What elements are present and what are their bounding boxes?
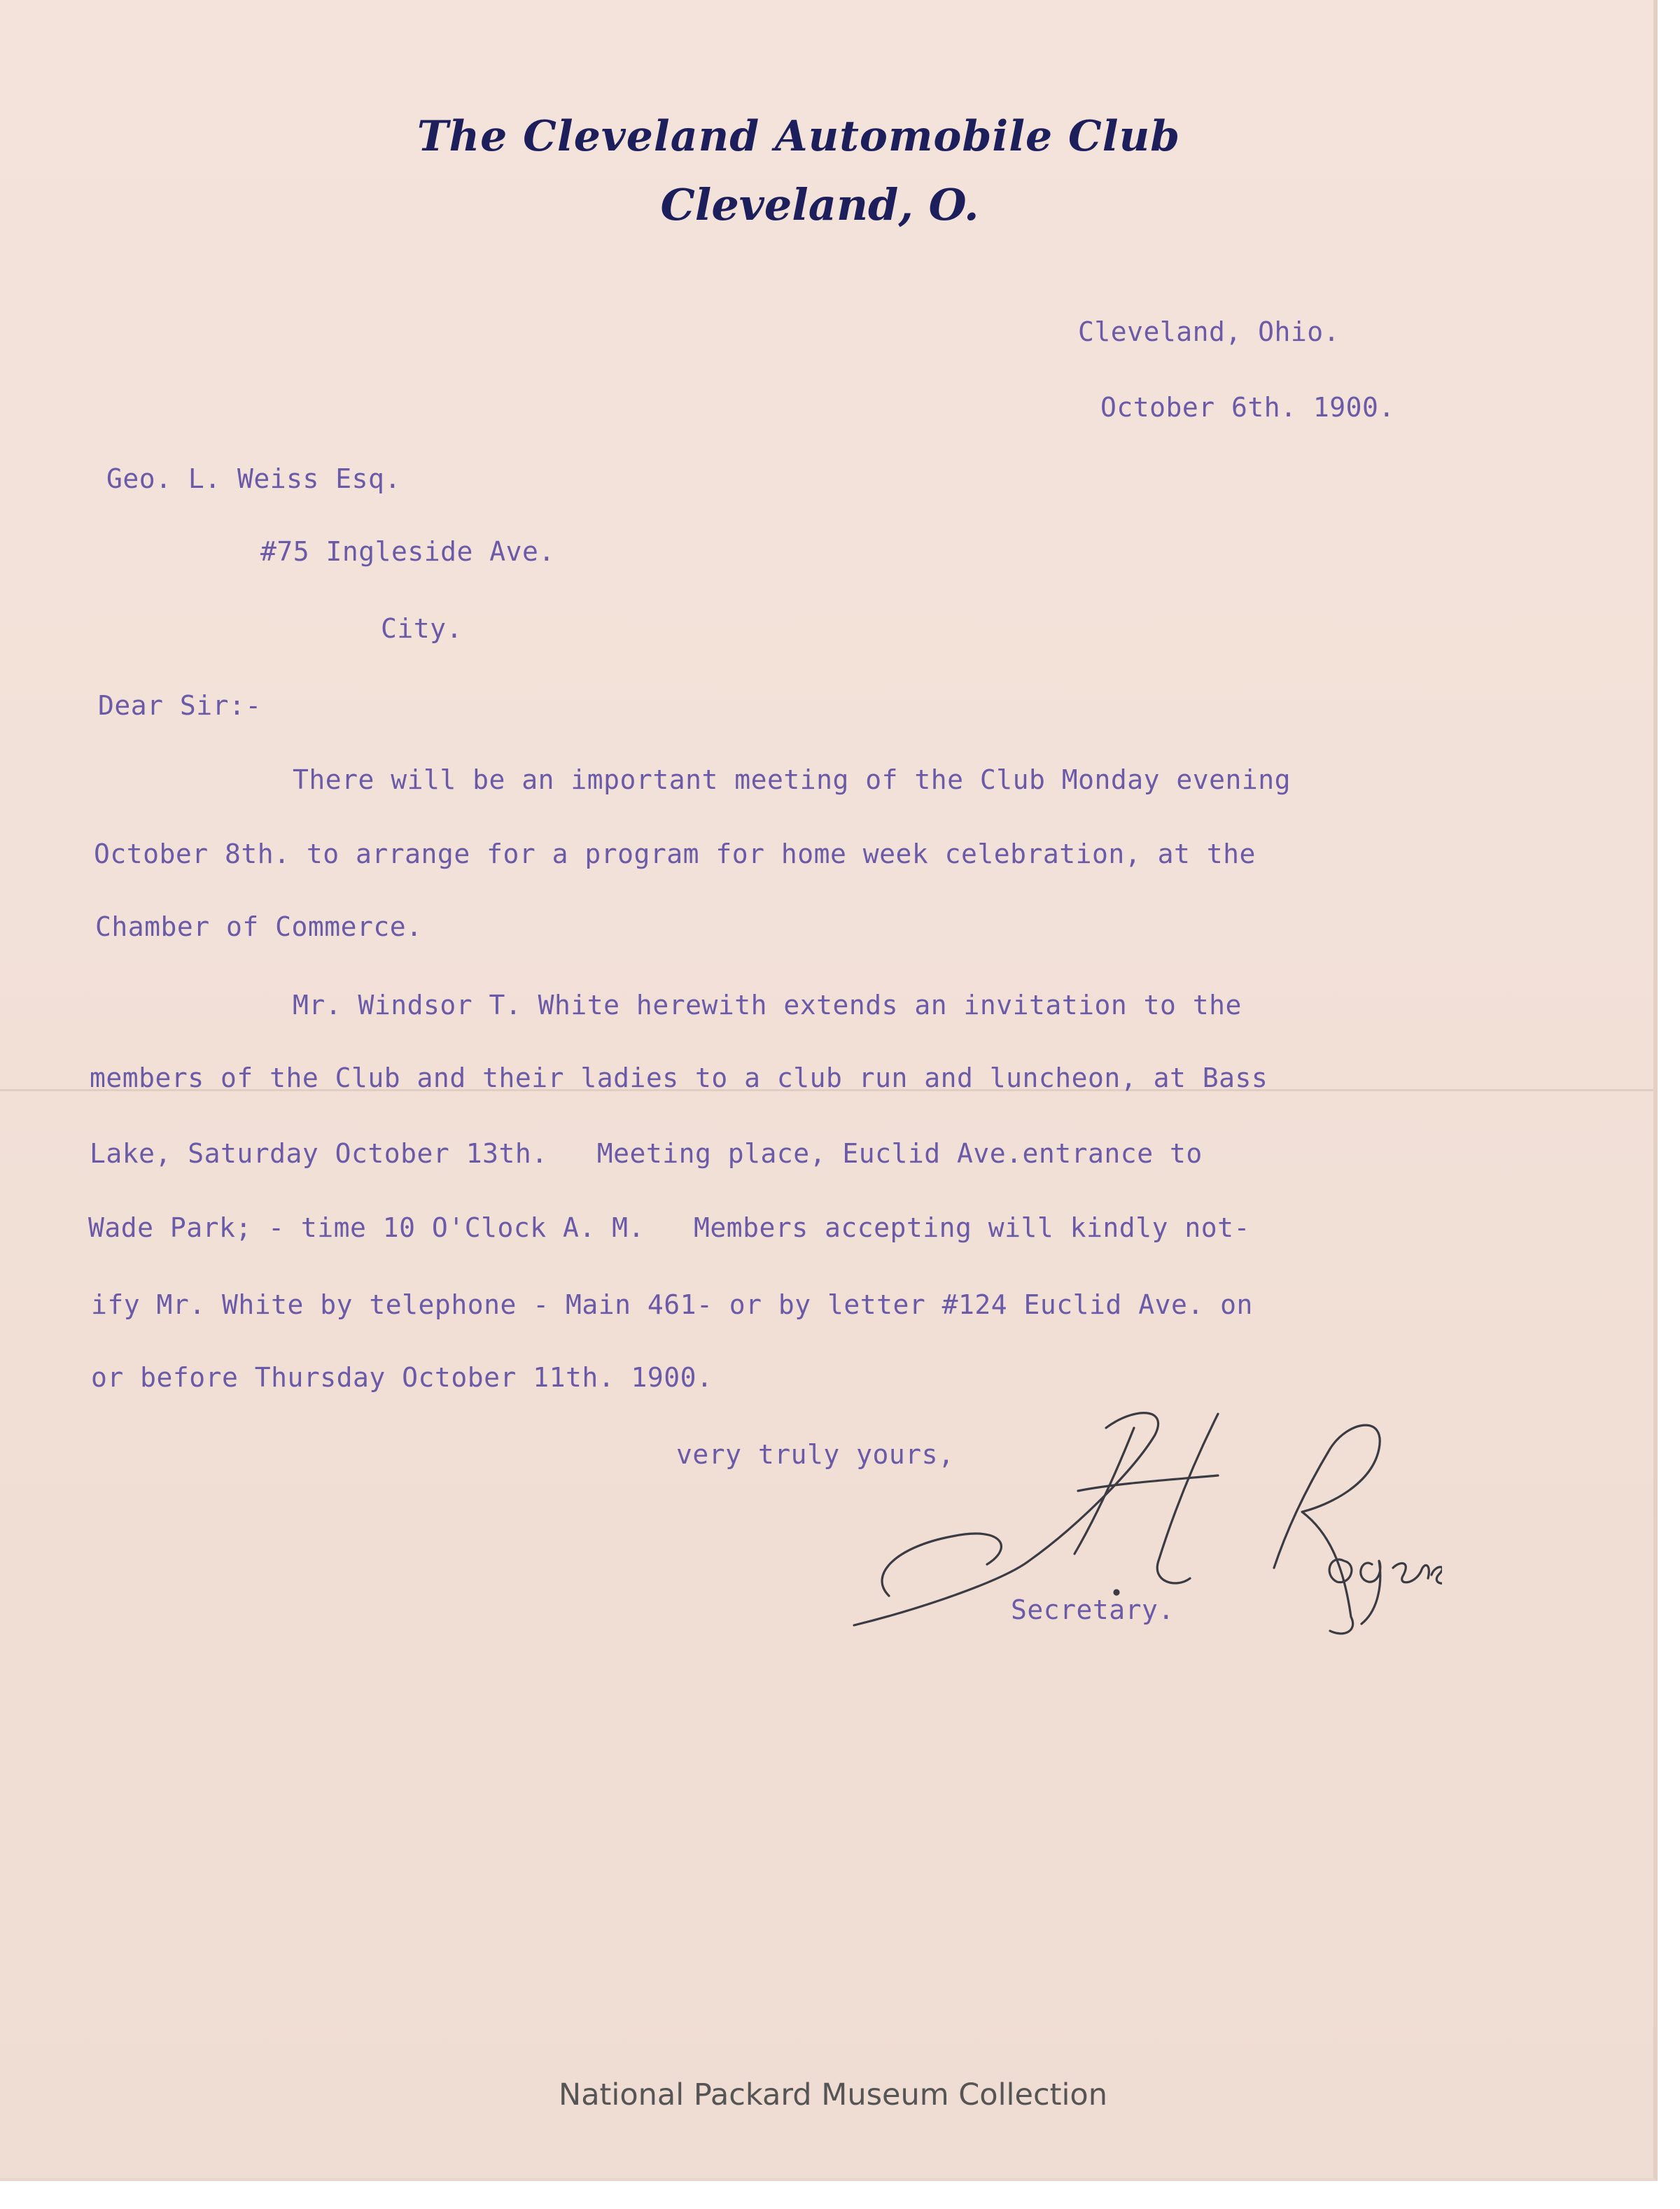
dateline-date: October 6th. 1900. xyxy=(1100,392,1395,423)
signature-title: Secretary. xyxy=(1011,1594,1175,1625)
body-line: ify Mr. White by telephone - Main 461- or by letter #124 Euclid Ave. on xyxy=(91,1289,1253,1320)
body-line: Mr. Windsor T. White herewith extends an invitation to the xyxy=(293,990,1242,1021)
recipient-name: Geo. L. Weiss Esq. xyxy=(106,463,401,494)
dateline-place: Cleveland, Ohio. xyxy=(1078,316,1340,347)
recipient-city: City. xyxy=(381,613,463,644)
body-line: There will be an important meeting of the Club Monday evening xyxy=(293,764,1292,795)
salutation: Dear Sir:- xyxy=(98,690,262,721)
recipient-street: #75 Ingleside Ave. xyxy=(260,536,555,567)
closing: very truly yours, xyxy=(676,1439,955,1470)
body-line: October 8th. to arrange for a program for home week celebration, at the xyxy=(94,839,1256,869)
footer-credit: National Packard Museum Collection xyxy=(559,2077,1107,2112)
letterhead-city: Cleveland, O. xyxy=(660,179,979,230)
body-line: Lake, Saturday October 13th. Meeting place, Euclid Ave.entrance to xyxy=(90,1138,1203,1169)
letterhead-club-name: The Cleveland Automobile Club xyxy=(416,112,1181,161)
body-line: or before Thursday October 11th. 1900. xyxy=(91,1362,713,1393)
body-line: Chamber of Commerce. xyxy=(95,911,423,942)
body-line: Wade Park; - time 10 O'Clock A. M. Members accepting will kindly not- xyxy=(88,1212,1250,1243)
body-line: members of the Club and their ladies to a club run and luncheon, at Bass xyxy=(90,1063,1268,1093)
